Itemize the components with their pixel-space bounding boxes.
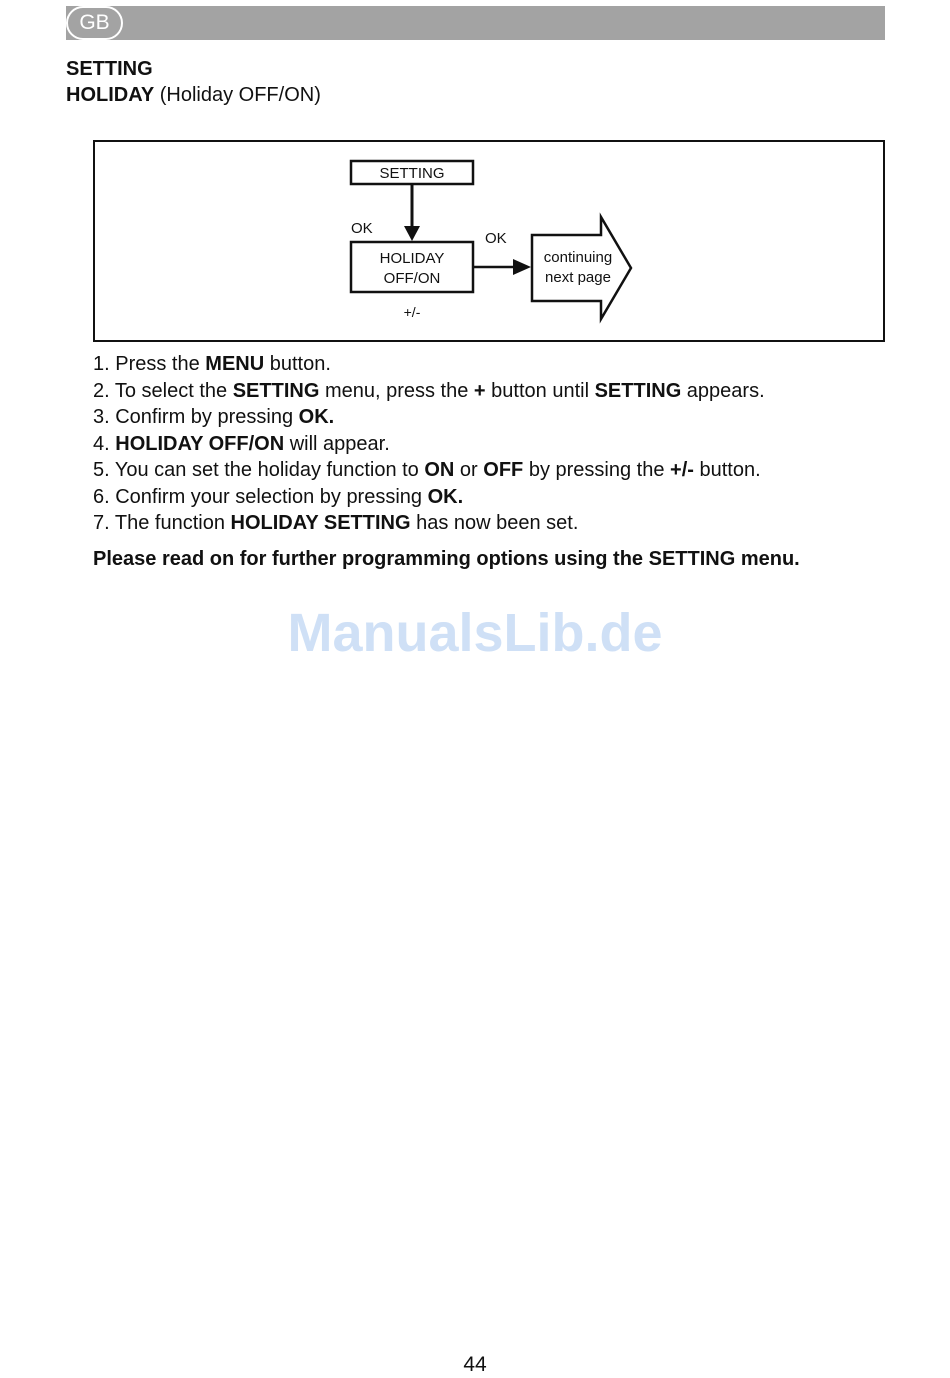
ok-label-vertical: OK: [351, 220, 373, 237]
page-number: 44: [463, 1353, 487, 1376]
step-1: 1. Press the MENU button.: [93, 353, 331, 375]
subsection-title: HOLIDAY (Holiday OFF/ON): [66, 84, 321, 106]
instruction-steps: [93, 351, 893, 537]
step-3: 3. Confirm by pressing OK.: [93, 406, 335, 428]
step-4: 4. HOLIDAY OFF/ON will appear.: [93, 432, 390, 455]
svg-text:SETTING: SETTING: [379, 165, 445, 182]
watermark: ManualsLib.de: [287, 603, 663, 663]
svg-text:next page: next page: [545, 269, 611, 286]
section-title: SETTING: [66, 58, 153, 80]
header-bar: [66, 6, 885, 40]
flow-diagram-svg: [95, 142, 883, 340]
title-block: [66, 56, 321, 108]
holiday-box: [351, 242, 473, 292]
arrow-right: [473, 259, 531, 275]
svg-text:HOLIDAY: HOLIDAY: [379, 250, 445, 267]
step-2: 2. To select the SETTING menu, press the + button until SETTING appears.: [93, 379, 765, 402]
plus-minus-label: +/-: [403, 304, 421, 320]
step-5: 5. You can set the holiday function to ON or OFF by pressing the +/- button.: [93, 459, 761, 481]
further-reading-note: Please read on for further programming options using the SETTING menu.: [93, 548, 800, 570]
menu-flow-diagram: [93, 140, 885, 342]
continue-arrow: [532, 217, 631, 319]
svg-text:OFF/ON: OFF/ON: [383, 270, 441, 287]
ok-label-horizontal: OK: [485, 230, 507, 247]
step-7: 7. The function HOLIDAY SETTING has now been set.: [93, 512, 579, 534]
arrow-down: [404, 184, 420, 241]
language-tab: GB: [66, 6, 123, 40]
svg-text:continuing: continuing: [543, 249, 613, 266]
setting-box: [351, 161, 473, 184]
step-6: 6. Confirm your selection by pressing OK.: [93, 485, 464, 508]
